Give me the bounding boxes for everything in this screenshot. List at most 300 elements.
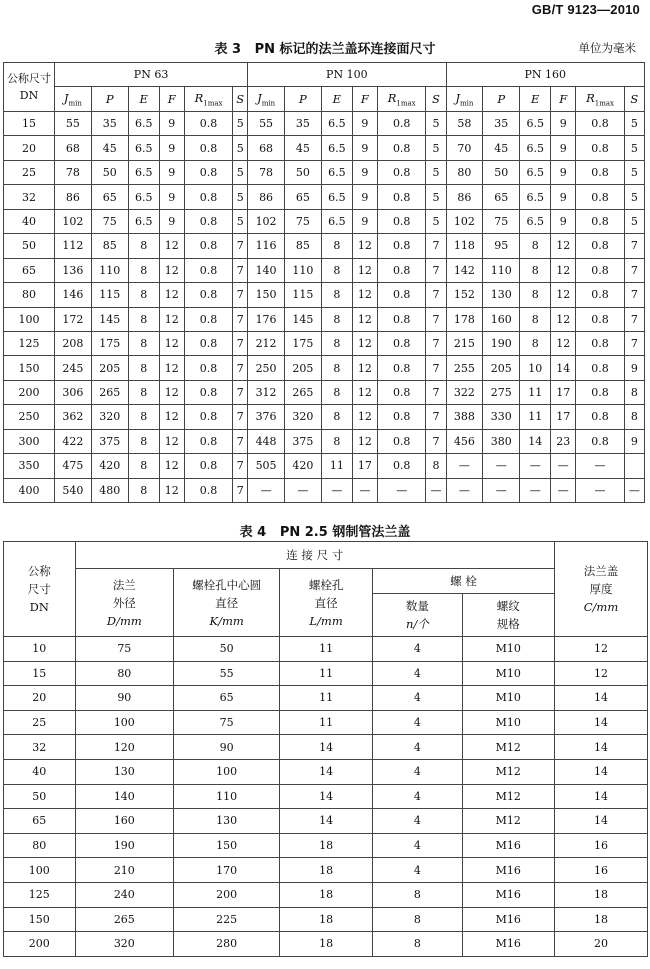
table-cell: 50 [483,160,520,184]
table3-col-header-text: J [257,90,262,105]
table-cell: 75 [174,710,280,735]
table-cell: 6.5 [128,112,159,136]
table4-bolt-qty-2: n/个 [405,617,429,631]
table-row [4,637,648,662]
table-cell: 7 [233,258,248,282]
table-cell: M10 [462,686,554,711]
table-cell: 12 [554,637,647,662]
table-cell: 7 [624,283,644,307]
table-cell: 12 [554,661,647,686]
table3-col-header-text: R [586,90,595,105]
table-cell: 8 [520,258,551,282]
table4-bolt-qty-header [373,594,463,637]
table-cell: 9 [352,160,377,184]
table3-dn-header [4,63,55,112]
table3-col-header-text: S [432,92,440,106]
table-cell: 320 [75,932,174,957]
table-cell: 205 [285,356,322,380]
table3-col-header-text: E [531,92,540,106]
table-cell: — [576,454,624,478]
table-cell: 312 [248,380,285,404]
table-cell: 14 [554,759,647,784]
table-cell: 152 [446,283,483,307]
table3-caption [0,38,650,57]
table-cell: 90 [174,735,280,760]
table-cell: 8 [373,882,463,907]
table-cell: 0.8 [184,478,232,502]
table4-caption-prefix: 表 4 [239,525,267,540]
table3-dn-label-1: 公称尺寸 [7,72,51,85]
table-cell: 102 [248,209,285,233]
table-cell: 255 [446,356,483,380]
dn-cell: 80 [4,833,76,858]
table-cell: 448 [248,429,285,453]
table-cell: — [483,478,520,502]
table-cell: 8 [128,307,159,331]
table3-col-header [128,87,159,112]
table4-bolt-hole-header [280,569,373,637]
table-cell: M12 [462,735,554,760]
table-cell: 0.8 [377,136,425,160]
table-cell: 9 [551,136,576,160]
table-cell: 7 [426,258,446,282]
table-cell: 505 [248,454,285,478]
table-cell: 7 [426,331,446,355]
table4-thickness-1: 法兰盖 [583,564,619,578]
table-cell: 7 [426,429,446,453]
table-cell: 7 [233,356,248,380]
table-cell: 8 [128,454,159,478]
table-cell: 110 [483,258,520,282]
table3-col-header [55,87,92,112]
table-row [4,405,645,429]
table-cell: 8 [321,380,352,404]
table-cell: 9 [551,185,576,209]
table-cell: — [576,478,624,502]
table-cell: 75 [285,209,322,233]
table-cell: 0.8 [184,112,232,136]
table-cell: 136 [55,258,92,282]
table-cell: 6.5 [128,160,159,184]
table-cell: 388 [446,405,483,429]
dn-cell: 150 [4,356,55,380]
table-cell: 115 [285,283,322,307]
table-cell: 0.8 [576,209,624,233]
table-cell: 6.5 [520,160,551,184]
table-cell: 9 [352,136,377,160]
table-cell: 90 [75,686,174,711]
table-cell: 12 [159,405,184,429]
table-cell: 7 [624,331,644,355]
table-cell: 250 [248,356,285,380]
table-cell: 12 [352,258,377,282]
table-cell: 160 [75,809,174,834]
table-cell: 176 [248,307,285,331]
table-cell: 7 [426,234,446,258]
table-row [4,356,645,380]
table-cell: 110 [174,784,280,809]
table-cell: 8 [128,380,159,404]
table-cell: 0.8 [184,160,232,184]
table4-bolt-hole-2: 直径 [314,595,338,610]
table-cell: 12 [352,380,377,404]
table3-col-header [233,87,248,112]
table-cell: 375 [91,429,128,453]
table-cell: 8 [520,283,551,307]
table-cell: 7 [233,478,248,502]
table4-bolt-circle-1: 螺栓孔中心圆 [192,577,262,592]
table-cell: 6.5 [321,136,352,160]
table-cell: 9 [624,429,644,453]
table-cell: 17 [551,380,576,404]
table-cell: 12 [551,234,576,258]
table-cell: 5 [426,160,446,184]
table3-col-header [248,87,285,112]
table-cell: 9 [159,136,184,160]
table-cell: 245 [55,356,92,380]
table-cell: 118 [446,234,483,258]
table-cell: 375 [285,429,322,453]
table-cell: 7 [233,454,248,478]
table-cell: 150 [248,283,285,307]
table-cell: 11 [280,686,373,711]
table-cell: 322 [446,380,483,404]
table3-col-header [426,87,446,112]
table-cell: 5 [426,112,446,136]
table-row [4,686,648,711]
table-cell: 0.8 [377,209,425,233]
table3-col-header-sub: min [68,99,82,108]
table-row [4,331,645,355]
table-cell: 7 [233,283,248,307]
table-cell: 0.8 [184,405,232,429]
table4-thickness-header [554,542,647,637]
table-cell: 380 [483,429,520,453]
table-cell: 200 [174,882,280,907]
table-cell: 12 [551,258,576,282]
table-row [4,112,645,136]
table-row [4,136,645,160]
table-cell: 8 [128,258,159,282]
table-cell: 110 [91,258,128,282]
table-row [4,454,645,478]
table-cell: 70 [446,136,483,160]
table-cell: 50 [91,160,128,184]
table3-caption-prefix: 表 3 [214,42,242,57]
table-row [4,283,645,307]
table-cell: 8 [321,405,352,429]
table-cell: 5 [624,112,644,136]
table-cell: M10 [462,661,554,686]
table-cell: 0.8 [377,112,425,136]
table-row [4,809,648,834]
table-cell: 12 [159,331,184,355]
table3-col-header-sub: 1max [203,99,223,108]
table-cell: 7 [233,331,248,355]
table-cell: 4 [373,686,463,711]
table-cell: — [352,478,377,502]
table-cell: 55 [174,661,280,686]
table-cell: — [483,454,520,478]
table4-thickness-2: 厚度 [589,582,613,596]
table3-col-header-text: P [299,92,307,106]
table3-col-header [520,87,551,112]
table-cell: 6.5 [321,160,352,184]
table-cell: 265 [75,907,174,932]
table-cell: M16 [462,858,554,883]
table-cell: 14 [554,686,647,711]
table-cell: 18 [280,932,373,957]
table-cell: 0.8 [184,454,232,478]
dn-cell: 125 [4,882,76,907]
table-cell: 0.8 [377,429,425,453]
table-cell: 11 [520,380,551,404]
dn-cell: 40 [4,759,76,784]
table-cell: 9 [551,209,576,233]
table-cell: 6.5 [520,209,551,233]
table-cell: 50 [174,637,280,662]
table3-col-header [91,87,128,112]
table4-bolt-hole-3: L/mm [309,613,343,628]
table-cell: 14 [280,759,373,784]
table-cell: 18 [554,907,647,932]
table3-col-header-text: P [497,92,506,106]
table-cell: 80 [446,160,483,184]
table-cell: 12 [352,283,377,307]
table-cell: 7 [624,258,644,282]
table-cell: 9 [352,112,377,136]
table-cell: 0.8 [576,283,624,307]
table-cell: 7 [426,405,446,429]
table-cell: 178 [446,307,483,331]
table-cell: 12 [352,234,377,258]
table-cell: 8 [128,356,159,380]
table-row [4,661,648,686]
table-cell: 18 [280,858,373,883]
table-cell: 102 [446,209,483,233]
table-row [4,185,645,209]
table-cell: 12 [159,429,184,453]
table4-dn-label-2: 尺寸 [27,582,51,596]
table-cell: 7 [233,429,248,453]
table4-thickness-3: C/mm [583,600,619,614]
table-row [4,735,648,760]
table-cell: 55 [248,112,285,136]
table-cell: 6.5 [128,209,159,233]
table3-col-header-text: R [194,90,204,105]
table4-bolt-header: 螺 栓 [373,569,555,594]
table3-caption-pn: PN [254,42,276,57]
table-cell: 205 [91,356,128,380]
table-cell: 6.5 [128,136,159,160]
table-cell: 12 [159,356,184,380]
table-cell: 12 [159,234,184,258]
table-cell: 4 [373,735,463,760]
table-row [4,258,645,282]
table-cell: 0.8 [184,429,232,453]
table-row [4,932,648,957]
dn-cell: 50 [4,784,76,809]
table-cell: 7 [426,307,446,331]
table-cell: 112 [55,234,92,258]
table3-col-header [446,87,483,112]
table-cell: 12 [159,307,184,331]
dn-cell: 200 [4,380,55,404]
table-cell: 420 [91,454,128,478]
table-cell: 0.8 [576,234,624,258]
table-cell: 280 [174,932,280,957]
table-cell: 7 [426,283,446,307]
dn-cell: 20 [4,136,55,160]
table4-flange-od-2: 外径 [112,595,136,610]
table-cell: 11 [520,405,551,429]
table-cell: — [426,478,446,502]
table-cell: 175 [91,331,128,355]
table-cell: 5 [426,209,446,233]
table-cell: 4 [373,784,463,809]
table-cell: — [551,454,576,478]
table-cell: 12 [159,380,184,404]
table-cell: 0.8 [576,112,624,136]
table-cell: 8 [321,429,352,453]
table-cell: 0.8 [377,380,425,404]
table-cell: 5 [233,112,248,136]
table-cell: — [446,454,483,478]
table3-caption-rest: 标记的法兰盖环连接面尺寸 [279,42,436,57]
table-cell: 225 [174,907,280,932]
table-cell: 110 [285,258,322,282]
table-cell: 68 [248,136,285,160]
table-cell: — [446,478,483,502]
table-cell: 35 [91,112,128,136]
dn-cell: 200 [4,932,76,957]
table-cell: 75 [91,209,128,233]
table-cell: 80 [75,661,174,686]
table4-bolt-circle-3: K/mm [209,613,244,628]
table-cell: 18 [554,882,647,907]
table4-bolt-circle-header [174,569,280,637]
table-cell: 190 [483,331,520,355]
table-cell: 45 [483,136,520,160]
table-cell: 0.8 [377,454,425,478]
dn-cell: 400 [4,478,55,502]
table-cell: 6.5 [520,136,551,160]
table-cell: 5 [426,185,446,209]
table3-dn-label-2: DN [19,89,39,102]
table-cell: 50 [285,160,322,184]
table3-col-header-text: E [332,92,342,106]
table-cell: M16 [462,882,554,907]
table-cell: 100 [174,759,280,784]
table-cell: 145 [91,307,128,331]
table3-col-header [377,87,425,112]
table3-col-header [352,87,377,112]
table-cell: 18 [280,907,373,932]
table-cell: 86 [446,185,483,209]
table-cell: 10 [520,356,551,380]
table-cell: 0.8 [576,356,624,380]
dn-cell: 20 [4,686,76,711]
table-cell: 0.8 [184,258,232,282]
table-cell: 95 [483,234,520,258]
table-cell: 12 [159,258,184,282]
table-cell: 8 [128,331,159,355]
table-cell: 170 [174,858,280,883]
table-cell: 6.5 [128,185,159,209]
table-cell: 9 [352,185,377,209]
table3-col-header [184,87,232,112]
table-cell: 0.8 [184,331,232,355]
table-cell [624,454,644,478]
table-cell: 115 [91,283,128,307]
table-cell: 130 [483,283,520,307]
table-cell: 456 [446,429,483,453]
dn-cell: 100 [4,858,76,883]
table-row [4,907,648,932]
table-cell: 14 [554,784,647,809]
table-cell: 320 [91,405,128,429]
unit-note: 单位为毫米 [578,41,636,55]
table-cell: 20 [554,932,647,957]
table-cell: 78 [55,160,92,184]
table-cell: 140 [248,258,285,282]
table-cell: 6.5 [321,112,352,136]
table-cell: 330 [483,405,520,429]
table-cell: 78 [248,160,285,184]
table-row [4,858,648,883]
table-cell: 18 [280,882,373,907]
table4-dn-label-3: DN [29,600,49,614]
table-cell: 8 [426,454,446,478]
table-cell: 5 [624,160,644,184]
table-cell: 12 [352,405,377,429]
table-cell: 9 [551,112,576,136]
table-cell: 14 [520,429,551,453]
table-cell: 362 [55,405,92,429]
table-cell: 205 [483,356,520,380]
table-cell: 5 [233,209,248,233]
table-cell: 376 [248,405,285,429]
table-cell: 12 [159,283,184,307]
table-cell: 5 [624,209,644,233]
table3-col-header [551,87,576,112]
table-cell: — [321,478,352,502]
table3-col-header-text: J [455,90,461,105]
table-cell: M10 [462,710,554,735]
table-cell: 0.8 [184,380,232,404]
table-cell: 0.8 [377,405,425,429]
table-cell: 275 [483,380,520,404]
table-cell: 0.8 [184,307,232,331]
table-cell: 45 [285,136,322,160]
table-cell: 17 [551,405,576,429]
table-cell: 0.8 [184,356,232,380]
table3-col-header-sub: min [261,99,276,108]
table-cell: 0.8 [576,258,624,282]
table3-col-header [159,87,184,112]
dn-cell: 32 [4,185,55,209]
table-cell: 5 [426,136,446,160]
table-cell: 8 [321,356,352,380]
table-cell: 0.8 [377,258,425,282]
dn-cell: 15 [4,112,55,136]
table-cell: 12 [352,307,377,331]
dn-cell: 10 [4,637,76,662]
table-cell: 0.8 [377,160,425,184]
dn-cell: 100 [4,307,55,331]
table-cell: 17 [352,454,377,478]
table-cell: 0.8 [377,331,425,355]
